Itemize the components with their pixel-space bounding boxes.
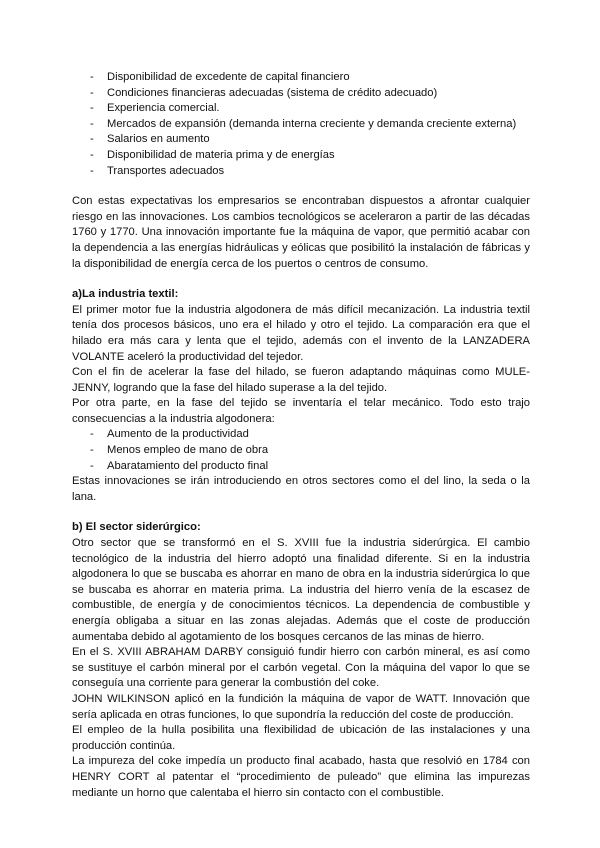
section-b-paragraph-3: JOHN WILKINSON aplicó en la fundición la máquina de vapor de WATT. Innovación que sería aplicada en otras funciones, lo que supondría la reducción del coste de producción. <box>72 692 530 721</box>
section-b-paragraph-5: La impureza del coke impedía un producto final acabado, hasta que resolvió en 1784 con HENRY CORT al patentar el “procedimiento de puleado” que elimina las impurezas mediante un horno que calentaba el hierro sin contacto con el combustible. <box>72 755 530 799</box>
section-a-paragraph-3: Por otra parte, en la fase del tejido se inventaría el telar mecánico. Todo esto trajo consecuencias a la industria algodonera: <box>72 397 530 425</box>
section-a-paragraph-2: Con el fin de acelerar la fase del hilado, se fueron adaptando máquinas como MULE-JENNY, logrando que la fase del hilado superase a la del tejido. <box>72 366 530 394</box>
spacer <box>72 272 530 287</box>
spacer <box>72 179 530 194</box>
list-item: - Disponibilidad de excedente de capital financiero <box>72 70 530 86</box>
document-content <box>72 70 530 801</box>
section-a-paragraph-4: Estas innovaciones se irán introduciendo en otros sectores como el del lino, la seda o la lana. <box>72 475 530 503</box>
section-b-paragraph-2: En el S. XVIII ABRAHAM DARBY consiguió fundir hierro con carbón mineral, es así como se sustituye el carbón mineral por el carbón vegetal. Con la máquina del vapor lo que se conseguía una corriente para generar la combustión del coke. <box>72 646 530 690</box>
section-a-paragraph-1: El primer motor fue la industria algodonera de más difícil mecanización. La industria textil tenía dos procesos básicos, uno era el hilado y otro el tejido. La comparación era que el hilado era más cara y lenta que el tejido, además con el invento de la LANZADERA VOLANTE aceleró la productividad del tejedor. <box>72 303 530 363</box>
list-item: - Mercados de expansión (demanda interna creciente y demanda creciente externa) <box>72 117 530 133</box>
section-a-list <box>72 427 530 474</box>
list-item: - Salarios en aumento <box>72 132 530 148</box>
spacer <box>72 505 530 520</box>
list-item: - Transportes adecuados <box>72 164 530 180</box>
section-b-paragraph-1: Otro sector que se transformó en el S. XVIII fue la industria siderúrgica. El cambio tecnológico de la industria del hierro adoptó una finalidad diferente. Si en la industria algodonera lo que se buscaba es ahorrar en mano de obra en la industria siderúrgica lo que se buscaba es ahorrar en materia prima. La industria del hierro venía de la escasez de combustible, de energía y de conocimientos técnicos. La dependencia de combustible y energía obligaba a situar en las zonas alejadas. Además que el coste de producción aumentaba debido al agotamiento de los bosques cercanos de las minas de hierro. <box>72 537 530 643</box>
list-item: - Experiencia comercial. <box>72 101 530 117</box>
list-item: - Condiciones financieras adecuadas (sistema de crédito adecuado) <box>72 86 530 102</box>
list-item: - Aumento de la productividad <box>72 427 530 443</box>
list-item: - Disponibilidad de materia prima y de energías <box>72 148 530 164</box>
section-b-heading: b) El sector siderúrgico: <box>72 521 201 534</box>
intro-list <box>72 70 530 179</box>
list-item: - Abaratamiento del producto final <box>72 459 530 475</box>
section-a-heading: a)La industria textil: <box>72 288 179 301</box>
section-b-paragraph-4: El empleo de la hulla posibilita una flexibilidad de ubicación de las instalaciones y una producción continúa. <box>72 724 530 752</box>
list-item: - Menos empleo de mano de obra <box>72 443 530 459</box>
intro-paragraph: Con estas expectativas los empresarios se encontraban dispuestos a afrontar cualquier riesgo en las innovaciones. Los cambios tecnológicos se aceleraron a partir de las décadas 1760 y 1770. Una innovación importante fue la máquina de vapor, que permitió acabar con la dependencia a las energías hidráulicas y eólicas que posibilitó la instalación de fábricas y la disponibilidad de energía cerca de los puertos o centros de consumo. <box>72 195 530 270</box>
